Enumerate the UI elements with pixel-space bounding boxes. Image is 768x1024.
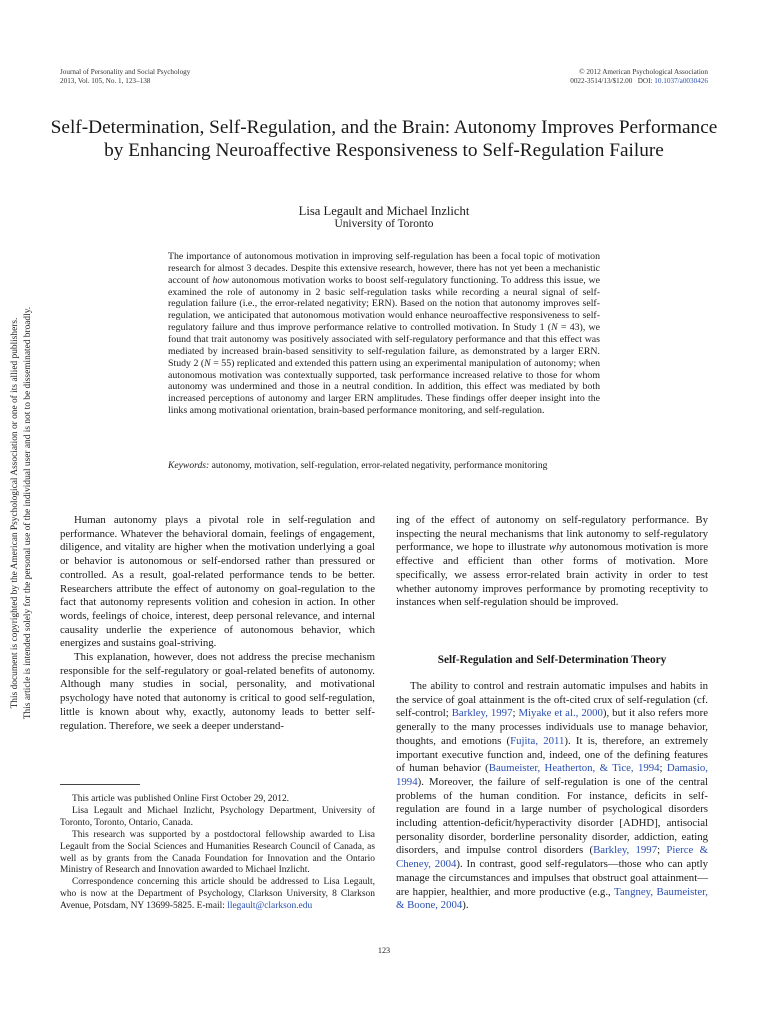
doi-label: DOI: xyxy=(637,76,653,85)
authors: Lisa Legault and Michael Inzlicht xyxy=(298,204,470,218)
body-emphasis: why xyxy=(548,541,567,554)
journal-header xyxy=(60,68,190,85)
abstract-text-1: The importance of autonomous motivation in improving self-regulation has been a focal topic of motivation research for almost 3 decades. Despite this extensive research, however, there has not yet been a mechanistic account of xyxy=(168,251,600,286)
keywords-label: Keywords: xyxy=(168,460,210,471)
issn: 0022-3514/13/$12.00 xyxy=(570,76,633,85)
keywords xyxy=(168,460,600,472)
citation-link[interactable]: Pierce & Cheney, 2004 xyxy=(396,844,709,871)
citation-link[interactable]: Fujita, 2011 xyxy=(510,734,565,747)
footnote: Correspondence concerning this article should be addressed to Lisa Legault, who is now at the Department of Psychology, Clarkson University, 8 Clarkson Avenue, Potsdam, NY 13699-5825. E-mail: llegault@clarkson.edu xyxy=(60,877,375,912)
citation-link[interactable]: Barkley, 1997 xyxy=(451,707,513,720)
footnote: This research was supported by a postdoctoral fellowship awarded to Lisa Legault from the Social Sciences and Humanities Research Council of Canada, as well as by grants from the Canada Foundation for Innovation and the Ontario Ministry of Research and Innovation awarded to Michael Inzlicht. xyxy=(60,829,375,876)
citation-link[interactable]: Damasio, 1994 xyxy=(396,762,708,788)
side-notice-line2: This article is intended solely for the personal use of the individual user and is not to be disseminated broadly. xyxy=(23,306,33,720)
abstract xyxy=(168,251,600,417)
abstract-text-2: autonomous motivation works to boost self-regulatory functioning. To address this issue, we examined the role of autonomy in 2 basic self-regulation tasks while recording a neural signal of self-regulation failure (i.e., the error-related negativity; ERN). Based on the notion that autonomy improves self-regulation, we anticipated that autonomous motivation would enhance neuroaffective responsiveness to self-regulatory failure and thus improve performance relative to controlled motivation. In Study 1 ( xyxy=(168,274,600,334)
copyright-side-notice xyxy=(9,173,35,853)
body-left-column xyxy=(60,514,375,733)
body-paragraph: Human autonomy plays a pivotal role in self-regulation and performance. Whatever the behavioral domain, feelings of engagement, diligence, and vitality are higher when the motivation underlying a goal or behavior is autonomous or self-endorsed rather than pressured or controlled. As a result, goal-related performance tends to be better. Researchers attribute the effect of autonomy on goal-regulation to the fact that autonomy represents volition and cohesion in action. In other words, feelings of choice, interest, deep personal relevance, and internal causality underlie the experience of autonomous behavior, which energizes and sustains goal-striving. xyxy=(60,514,375,650)
citation-link[interactable]: Miyake et al., 2000 xyxy=(518,707,603,720)
citation-link[interactable]: Barkley, 1997 xyxy=(593,844,658,857)
journal-name: Journal of Personality and Social Psychology xyxy=(60,68,191,76)
page-number: 123 xyxy=(377,946,391,955)
footnote: This article was published Online First October 29, 2012. xyxy=(72,794,290,804)
side-notice-line1: This document is copyrighted by the American Psychological Association or one of its allied publishers. xyxy=(10,317,20,709)
abstract-text-4: = 55) replicated and extended this pattern using an experimental manipulation of autonomy; when autonomous motivation was contextually supported, task performance increased relative to those for whom autonomy was undermined and those in a neutral condition. In addition, this effect was mediated by both increased perceptions of autonomy and larger ERN amplitudes. These findings offer deeper insight into the links among motivational orientation, brain-based performance monitoring, and self-regulation. xyxy=(168,357,600,417)
affiliation: University of Toronto xyxy=(334,218,434,230)
keywords-text: autonomy, motivation, self-regulation, error-related negativity, performance monitoring xyxy=(209,460,548,471)
section-heading: Self-Regulation and Self-Determination Theory xyxy=(437,654,667,666)
body-right-column xyxy=(396,514,708,610)
body-paragraph: This explanation, however, does not address the precise mechanism responsible for the self-regulatory or goal-related benefits of autonomy. Although many studies in social, personality, and motivational psychology have noted that autonomy is critical to good self-regulation, little is known about why, exactly, autonomy leads to better self-regulation. Therefore, we seek a deeper understand- xyxy=(60,651,375,732)
footnote-divider xyxy=(60,784,140,785)
body-paragraph: The ability to control and restrain automatic impulses and habits in the service of goal attainment is the oft-cited crux of self-regulation (cf. self-control; Barkley, 1997; Miyake et al., 2000), but it also refers more generally to the many processes individuals use to manage behavior, thoughts, and emotions (Fujita, 2011). It is, therefore, an extremely important executive function and, indeed, one of the defining features of human behavior (Baumeister, Heatherton, & Tice, 1994; Damasio, 1994). Moreover, the failure of self-regulation is one of the central problems of the human condition. For instance, deficits in self-regulation are found in a large number of psychological disorders including attention-deficit/hyperactivity disorder [ADHD], antisocial personality disorder, borderline personality disorder, addiction, eating disorders, and impulse control disorders (Barkley, 1997; Pierce & Cheney, 2004). In contrast, good self-regulators—those who can aptly manage the circumstances and impulses that obstruct goal attainment—are happier, healthier, and more productive (e.g., Tangney, Baumeister, & Boone, 2004). xyxy=(396,680,709,912)
publisher-header xyxy=(570,68,708,85)
issn-doi-line xyxy=(570,77,708,86)
abstract-text-3: = 43), we found that trait autonomy was positively associated with self-regulatory performance and that this effect was mediated by increased brain-based sensitivity to self-regulation failure, as demonstrated by a larger ERN. Study 2 ( xyxy=(168,322,601,369)
journal-volume: 2013, Vol. 105, No. 1, 123–138 xyxy=(60,76,151,85)
body-right-column-section xyxy=(396,654,709,913)
article-title: Self-Determination, Self-Regulation, and the Brain: Autonomy Improves Performance by Enhancing Neuroaffective Responsiveness to Self-Regulation Failure xyxy=(50,117,718,161)
citation-link[interactable]: Tangney, Baumeister, & Boone, 2004 xyxy=(396,885,708,912)
sample-size-label: N xyxy=(204,357,211,369)
footnote: Lisa Legault and Michael Inzlicht, Psychology Department, University of Toronto, Toronto, Ontario, Canada. xyxy=(60,805,375,828)
body-paragraph: ing of the effect of autonomy on self-regulatory performance. By inspecting the neural mechanisms that link autonomy to self-regulatory performance, we hope to illustrate why autonomous motivation is more effective and efficient than other forms of motivation. More specifically, we assess error-related brain activity in order to test whether autonomy improves performance by promoting receptivity to instances when self-regulation should be improved. xyxy=(396,514,709,609)
email-link[interactable]: llegault@clarkson.edu xyxy=(227,901,313,912)
citation-link[interactable]: Baumeister, Heatherton, & Tice, 1994 xyxy=(488,762,660,775)
sample-size-label: N xyxy=(551,322,558,334)
copyright-line: © 2012 American Psychological Association xyxy=(579,68,708,76)
footnotes xyxy=(60,794,375,913)
abstract-emphasis: how xyxy=(212,274,229,286)
doi-link[interactable]: 10.1037/a0030426 xyxy=(654,76,708,85)
